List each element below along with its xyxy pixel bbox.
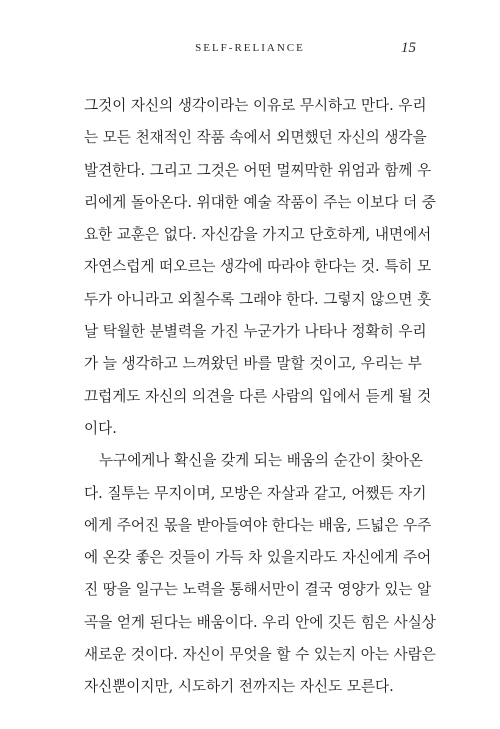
- text-line: 는 모든 천재적인 작품 속에서 외면했던 자신의 생각을: [84, 129, 427, 147]
- text-line: 가 늘 생각하고 느껴왔던 바를 말할 것이고, 우리는 부: [84, 355, 422, 373]
- body-text: [84, 90, 436, 704]
- text-line: 그것이 자신의 생각이라는 이유로 무시하고 만다. 우리: [84, 97, 427, 114]
- text-line: 자연스럽게 떠오르는 생각에 따라야 한다는 것. 특히 모: [84, 258, 432, 276]
- text-line: 끄럽게도 자신의 의견을 다른 사람의 입에서 듣게 될 것: [84, 387, 432, 405]
- text-line: 리에게 돌아온다. 위대한 예술 작품이 주는 이보다 더 중: [84, 193, 436, 211]
- text-line: 자신뿐이지만, 시도하기 전까지는 자신도 모른다.: [84, 678, 394, 696]
- text-line: 누구에게나 확신을 갖게 되는 배움의 순간이 찾아온: [99, 452, 423, 470]
- text-line: 에게 주어진 몫을 받아들여야 한다는 배움, 드넓은 우주: [84, 516, 432, 534]
- paragraph-2: [84, 445, 436, 703]
- text-line: 곡을 얻게 된다는 배움이다. 우리 안에 깃든 힘은 사실상: [84, 613, 436, 631]
- page-number: 15: [401, 40, 416, 56]
- running-title: SELF-RELIANCE: [195, 42, 305, 54]
- text-line: 이다.: [84, 419, 117, 437]
- text-line: 다. 질투는 무지이며, 모방은 자살과 같고, 어쨌든 자기: [84, 484, 427, 502]
- text-line: 요한 교훈은 없다. 자신감을 가지고 단호하게, 내면에서: [84, 226, 432, 244]
- text-line: 발견한다. 그리고 그것은 어떤 멀찌막한 위엄과 함께 우: [84, 161, 432, 179]
- text-line: 날 탁월한 분별력을 가진 누군가가 나타나 정확히 우리: [84, 323, 427, 341]
- text-line: 에 온갖 좋은 것들이 가득 차 있을지라도 자신에게 주어: [84, 549, 432, 567]
- running-head: [0, 40, 500, 60]
- text-line: 새로운 것이다. 자신이 무엇을 할 수 있는지 아는 사람은: [84, 646, 436, 664]
- paragraph-1: [84, 90, 436, 445]
- text-line: 진 땅을 일구는 노력을 통해서만이 결국 영양가 있는 알: [84, 581, 432, 599]
- text-line: 두가 아니라고 외칠수록 그래야 한다. 그렇지 않으면 훗: [84, 290, 432, 308]
